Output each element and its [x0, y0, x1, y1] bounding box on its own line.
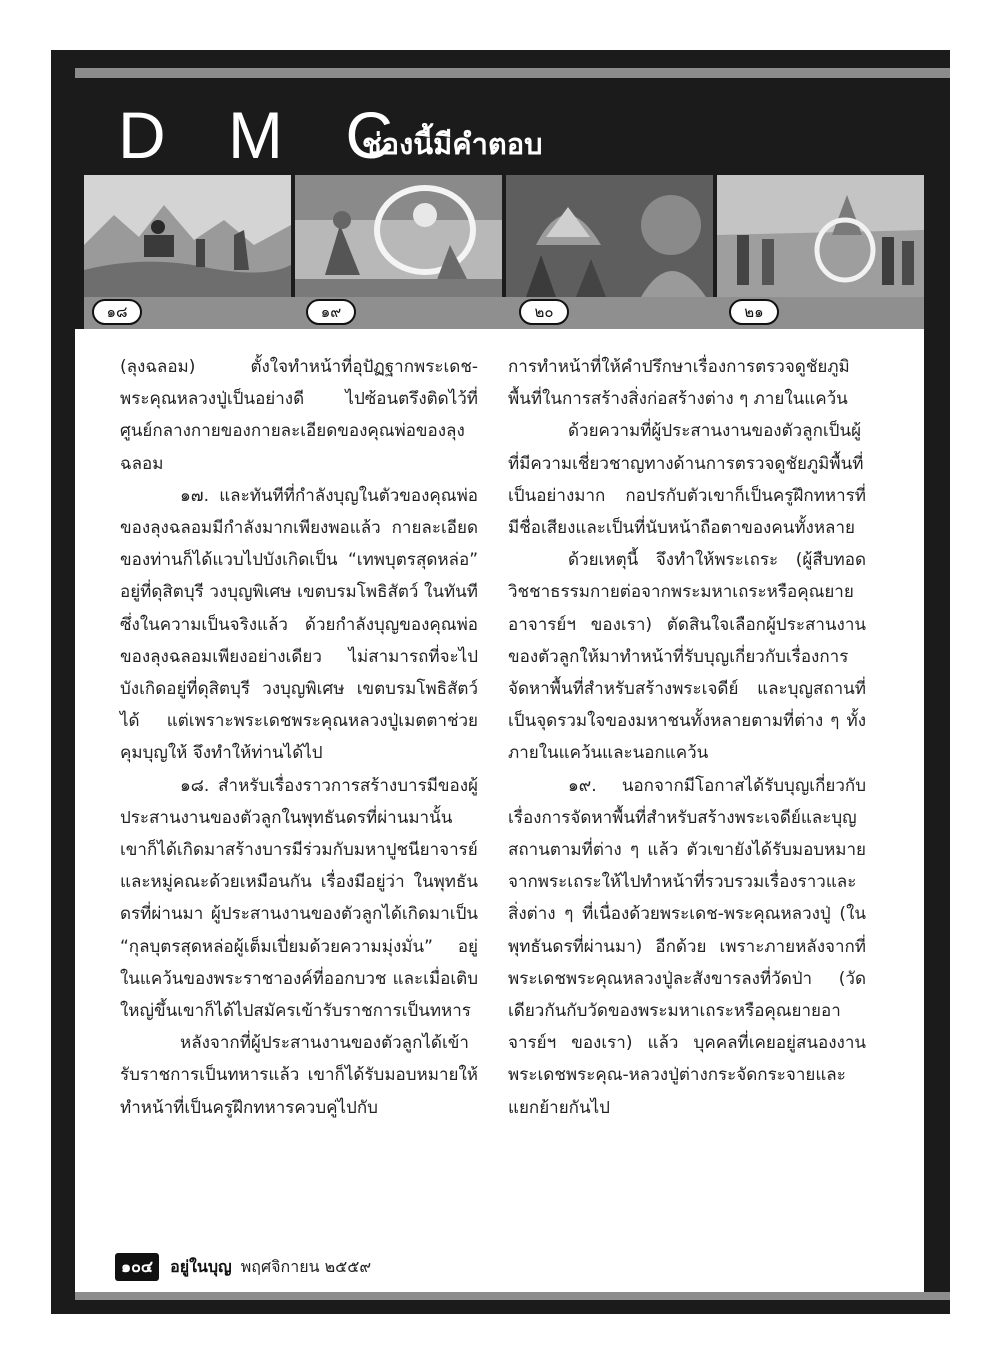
episode-badge: ๒๑ [729, 299, 779, 325]
paragraph: ๑๙. นอกจากมีโอกาสได้รับบุญเกี่ยวกับเรื่องการจัดหาพื้นที่สำหรับสร้างพระเจดีย์และบุญสถานตามที่ต่าง ๆ แล้ว ตัวเขายังได้รับมอบหมายจากพระเถระให้ไปทำหน้าที่รวบรวมเรื่องราวและสิ่งต่าง ๆ ที่เนื่องด้วยพระเดช-พระคุณหลวงปู่ (ในพุทธันดรที่ผ่านมา) อีกด้วย เพราะภายหลังจากที่พระเดชพระคุณหลวงปู่ละสังขารลงที่วัดป่า (วัดเดียวกันกับวัดของพระมหาเถระหรือคุณยายอาจารย์ฯ ของเรา) แล้ว บุคคลที่เคยอยู่สนองงานพระเดชพระคุณ-หลวงปู่ต่างกระจัดกระจายและแยกย้ายกันไป [508, 775, 866, 1118]
bottom-rule [75, 1292, 950, 1300]
episode-badge: ๑๙ [306, 299, 356, 325]
episode-number-bar [84, 297, 924, 329]
paragraph: ด้วยเหตุนี้ จึงทำให้พระเถระ (ผู้สืบทอดวิชชาธรรมกายต่อจากพระมหาเถระหรือคุณยายอาจารย์ฯ ของเรา) ตัดสินใจเลือกผู้ประสานงานของตัวลูกให้มาทำหน้าที่รับบุญเกี่ยวกับเรื่องการจัดหาพื้นที่สำหรับสร้างพระเจดีย์ และบุญสถานที่เป็นจุดรวมใจของมหาชนทั้งหลายตามที่ต่าง ๆ ทั้งภายในแคว้นและนอกแคว้น [508, 550, 866, 764]
section-title-dmc: D M C [118, 98, 415, 172]
issue-date: พฤศจิกายน ๒๕๕๙ [240, 1257, 372, 1276]
page-footer [115, 1253, 371, 1281]
article-body [75, 329, 924, 1292]
text-column-left [120, 351, 478, 1124]
paragraph: หลังจากที่ผู้ประสานงานของตัวลูกได้เข้ารับราชการเป็นทหารแล้ว เขาก็ได้รับมอบหมายให้ทำหน้าที่เป็นครูฝึกทหารควบคู่ไปกับ [120, 1033, 478, 1118]
paragraph: (ลุงฉลอม) ตั้งใจทำหน้าที่อุปัฏฐากพระเดช-พระคุณหลวงปู่เป็นอย่างดี ไปซ้อนตรึงติดไว้ที่ศูนย์กลางกายของกายละเอียดของคุณพ่อของลุงฉลอม [120, 357, 478, 474]
page-number: ๑๐๔ [115, 1253, 159, 1281]
illustration-panel-21 [717, 175, 924, 297]
paragraph: ด้วยความที่ผู้ประสานงานของตัวลูกเป็นผู้ที่มีความเชี่ยวชาญทางด้านการตรวจดูชัยภูมิพื้นที่เป็นอย่างมาก กอปรกับตัวเขาก็เป็นครูฝึกทหารที่มีชื่อเสียงและเป็นที่นับหน้าถือตาของคนทั้งหลาย [508, 421, 866, 539]
magazine-name: อยู่ในบุญ [170, 1257, 232, 1276]
top-rule [75, 68, 950, 78]
illustration-panel-18 [84, 175, 291, 297]
paragraph: ๑๗. และทันทีที่กำลังบุญในตัวของคุณพ่อของลุงฉลอมมีกำลังมากเพียงพอแล้ว กายละเอียดของท่านก็ได้แวบไปบังเกิดเป็น “เทพบุตรสุดหล่อ” อยู่ที่ดุสิตบุรี วงบุญพิเศษ เขตบรมโพธิสัตว์ ในทันที ซึ่งในความเป็นจริงแล้ว ด้วยกำลังบุญของคุณพ่อของลุงฉลอมเพียงอย่างเดียว ไม่สามารถที่จะไปบังเกิดอยู่ที่ดุสิตบุรี วงบุญพิเศษ เขตบรมโพธิสัตว์ได้ แต่เพราะพระเดชพระคุณหลวงปู่เมตตาช่วยคุมบุญให้ จึงทำให้ท่านได้ไป [120, 485, 478, 764]
episode-badge: ๒๐ [519, 299, 569, 325]
illustration-panel-20 [506, 175, 713, 297]
episode-badge: ๑๘ [92, 299, 142, 325]
section-title-thai: ช่องนี้มีคำตอบ [362, 127, 543, 161]
illustration-panel-19 [295, 175, 502, 297]
paragraph: ๑๘. สำหรับเรื่องราวการสร้างบารมีของผู้ประสานงานของตัวลูกในพุทธันดรที่ผ่านมานั้น เขาก็ได้เกิดมาสร้างบารมีร่วมกับมหาปูชนียาจารย์และหมู่คณะด้วยเหมือนกัน เรื่องมีอยู่ว่า ในพุทธันดรที่ผ่านมา ผู้ประสานงานของตัวลูกได้เกิดมาเป็น “กุลบุตรสุดหล่อผู้เต็มเปี่ยมด้วยความมุ่งมั่น” อยู่ในแคว้นของพระราชาองค์ที่ออกบวช และเมื่อเติบใหญ่ขึ้นเขาก็ได้ไปสมัครเข้ารับราชการเป็นทหาร [120, 775, 478, 1022]
paragraph: การทำหน้าที่ให้คำปรึกษาเรื่องการตรวจดูชัยภูมิพื้นที่ในการสร้างสิ่งก่อสร้างต่าง ๆ ภายในแคว้น [508, 357, 850, 410]
illustration-strip [84, 175, 924, 297]
text-column-right [508, 351, 866, 1124]
